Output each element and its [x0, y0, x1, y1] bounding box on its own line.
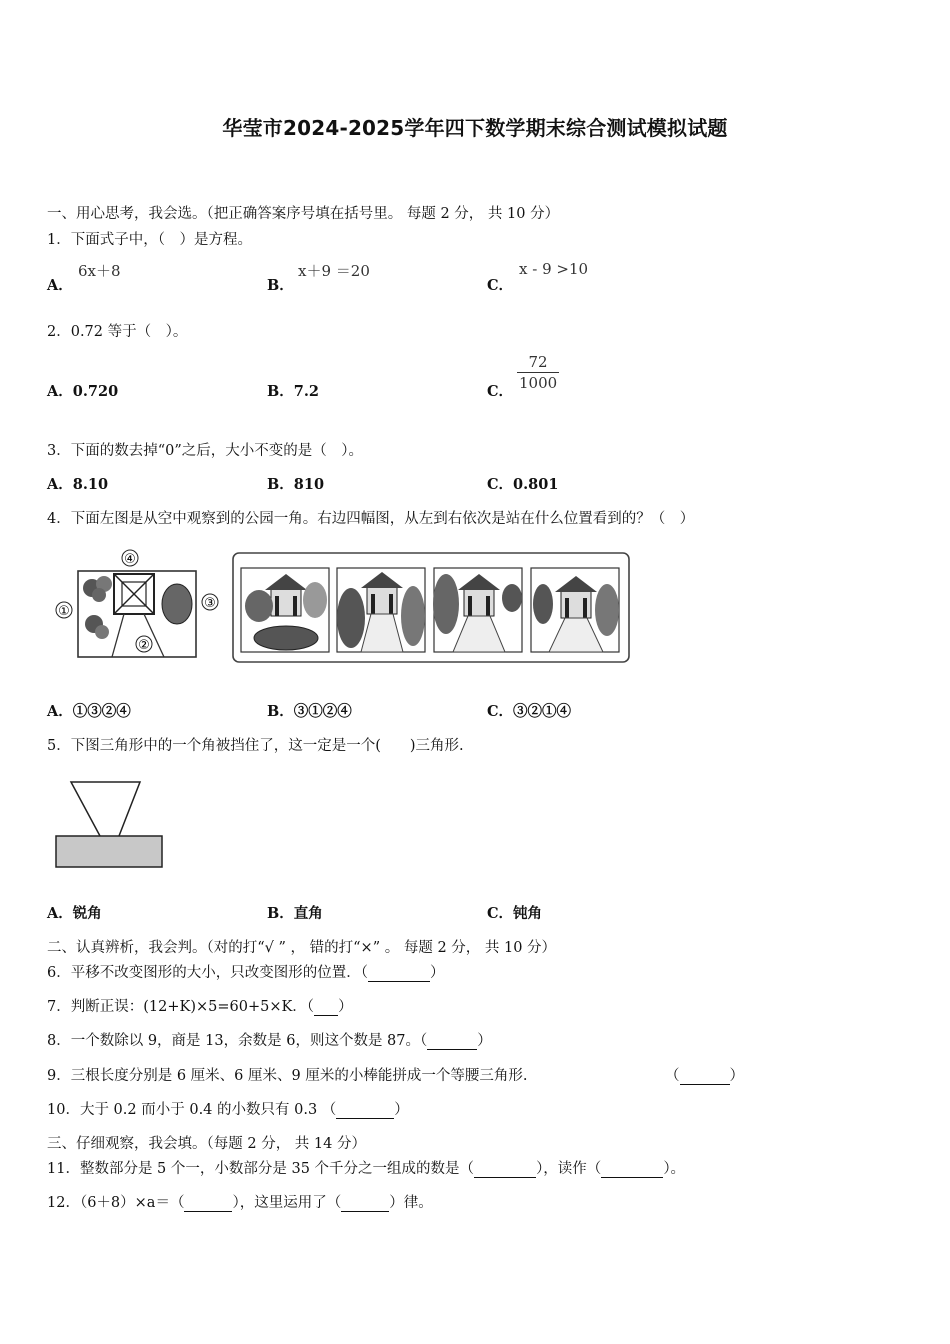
q8-answer-blank[interactable] — [427, 1033, 477, 1050]
q10 — [47, 1098, 409, 1119]
q3-option-c-label: C． — [487, 476, 514, 493]
q5-option-a-label: A． — [47, 905, 73, 922]
q2-option-b-text: 7.2 — [293, 383, 319, 400]
q7-text: 7．判断正误：(12+K)×5=60+5×K．（ — [47, 999, 315, 1015]
q2-option-b-label: B． — [267, 383, 294, 400]
q12-part2: ），这里运用了（ — [232, 1195, 342, 1211]
map-mark-1: ① — [58, 604, 70, 619]
q9-close: ） — [729, 1068, 744, 1084]
q6-text: 6．平移不改变图形的大小，只改变图形的位置．（ — [47, 965, 368, 981]
q2-option-b[interactable] — [267, 380, 319, 401]
q11 — [47, 1157, 685, 1178]
q1-option-c-label[interactable]: C． — [487, 277, 514, 294]
fraction-numerator: 72 — [528, 353, 548, 371]
q5-option-b[interactable] — [267, 902, 323, 923]
q1-option-a-expr: 6x＋8 — [78, 262, 121, 280]
map-mark-3: ③ — [204, 596, 216, 611]
fraction-denominator: 1000 — [519, 374, 558, 392]
q3-option-b-text: 810 — [293, 476, 325, 493]
q8 — [47, 1029, 492, 1050]
q12 — [47, 1191, 433, 1212]
q2-option-a-label: A． — [47, 383, 73, 400]
q3-option-c-text: 0.801 — [513, 476, 559, 493]
q12-blank-result[interactable] — [184, 1195, 232, 1212]
q4-option-b-text: ③①②④ — [293, 703, 352, 720]
q10-close: ） — [394, 1102, 409, 1118]
q6-close: ） — [429, 965, 445, 981]
q2-option-a[interactable] — [47, 380, 118, 401]
q9-answer — [665, 1064, 744, 1085]
fraction-bar — [517, 372, 559, 373]
q1-option-a-label[interactable]: A． — [47, 277, 73, 294]
q7 — [47, 995, 353, 1016]
q9-answer-blank[interactable] — [680, 1068, 730, 1085]
q4-option-b[interactable] — [267, 700, 352, 721]
q9-open: （ — [665, 1068, 680, 1084]
q2-option-a-text: 0.720 — [72, 383, 119, 400]
q3-option-b-label: B． — [267, 476, 294, 493]
q5-option-c[interactable] — [487, 902, 542, 923]
q11-part3: ）。 — [663, 1161, 686, 1177]
map-mark-4: ④ — [124, 552, 136, 567]
q5-option-a-text: 锐角 — [72, 905, 102, 922]
q9-text: 9．三根长度分别是 6 厘米、6 厘米、9 厘米的小棒能拼成一个等腰三角形. — [47, 1068, 528, 1084]
q12-blank-law[interactable] — [341, 1195, 389, 1212]
q7-close: ） — [338, 999, 353, 1015]
q11-blank-reading[interactable] — [601, 1161, 663, 1178]
q1-stem: 1．下面式子中，（ ）是方程。 — [47, 232, 252, 248]
q4-option-c-text: ③②①④ — [513, 703, 572, 720]
q2-stem: 2．0.72 等于（ ）。 — [47, 324, 188, 340]
q4-option-a-label: A． — [47, 703, 73, 720]
q5-option-b-text: 直角 — [293, 905, 323, 922]
q4-option-a-text: ①③②④ — [72, 703, 131, 720]
q5-option-a[interactable] — [47, 902, 102, 923]
view-2-image — [337, 568, 425, 652]
q2-option-c-label[interactable]: C． — [487, 383, 514, 400]
q6-answer-blank[interactable] — [368, 965, 430, 982]
q5-stem: 5．下图三角形中的一个角被挡住了，这一定是一个( )三角形. — [47, 738, 464, 754]
q11-part1: 11．整数部分是 5 个一，小数部分是 35 个千分之一组成的数是（ — [47, 1161, 475, 1177]
q4-stem: 4．下面左图是从空中观察到的公园一角。右边四幅图，从左到右依次是站在什么位置看到的？（ ） — [47, 511, 695, 527]
q12-part1: 12．（6＋8）×a＝（ — [47, 1195, 185, 1211]
q11-part2: ），读作（ — [536, 1161, 602, 1177]
q3-option-c[interactable] — [487, 473, 558, 494]
hidden-angle-triangle-figure — [54, 780, 166, 870]
view-4-image — [531, 568, 619, 652]
park-aerial-map — [52, 546, 224, 666]
q3-option-a[interactable] — [47, 473, 108, 494]
q5-option-c-label: C． — [487, 905, 514, 922]
q4-option-c-label: C． — [487, 703, 514, 720]
view-1-image — [241, 568, 329, 652]
q3-stem: 3．下面的数去掉“0”之后，大小不变的是（ ）。 — [47, 443, 364, 459]
q2-option-c-fraction — [517, 353, 559, 392]
q10-answer-blank[interactable] — [336, 1102, 394, 1119]
section1-heading: 一、用心思考，我会选。（把正确答案序号填在括号里。 每题 2 分， 共 10 分） — [47, 206, 560, 222]
park-four-views — [231, 552, 631, 664]
map-mark-2: ② — [138, 638, 150, 653]
section2-heading: 二、认真辨析，我会判。（对的打“√ ” ， 错的打“×” 。 每题 2 分， 共 10 分） — [47, 940, 557, 956]
q3-option-b[interactable] — [267, 473, 324, 494]
q3-option-a-text: 8.10 — [72, 476, 109, 493]
q8-close: ） — [477, 1033, 492, 1049]
q10-text: 10．大于 0.2 而小于 0.4 的小数只有 0.3 （ — [47, 1102, 337, 1118]
q12-part3: ）律。 — [389, 1195, 433, 1211]
q8-text: 8．一个数除以 9，商是 13，余数是 6，则这个数是 87。（ — [47, 1033, 428, 1049]
q5-option-b-label: B． — [267, 905, 294, 922]
q4-option-c[interactable] — [487, 700, 571, 721]
q1-option-b-label[interactable]: B． — [267, 277, 294, 294]
q11-blank-number[interactable] — [474, 1161, 536, 1178]
q3-option-a-label: A． — [47, 476, 73, 493]
view-3-image — [433, 568, 522, 652]
q6 — [47, 961, 444, 982]
section3-heading: 三、仔细观察，我会填。（每题 2 分， 共 14 分） — [47, 1136, 366, 1152]
q1-option-b-expr: x＋9 ＝20 — [298, 262, 370, 280]
q7-answer-blank[interactable] — [314, 999, 338, 1016]
q1-option-c-expr: x - 9 >10 — [519, 260, 589, 278]
q4-option-b-label: B． — [267, 703, 294, 720]
q5-option-c-text: 钝角 — [513, 905, 543, 922]
page-title: 华莹市2024-2025学年四下数学期末综合测试模拟试题 — [222, 116, 728, 140]
q4-option-a[interactable] — [47, 700, 131, 721]
